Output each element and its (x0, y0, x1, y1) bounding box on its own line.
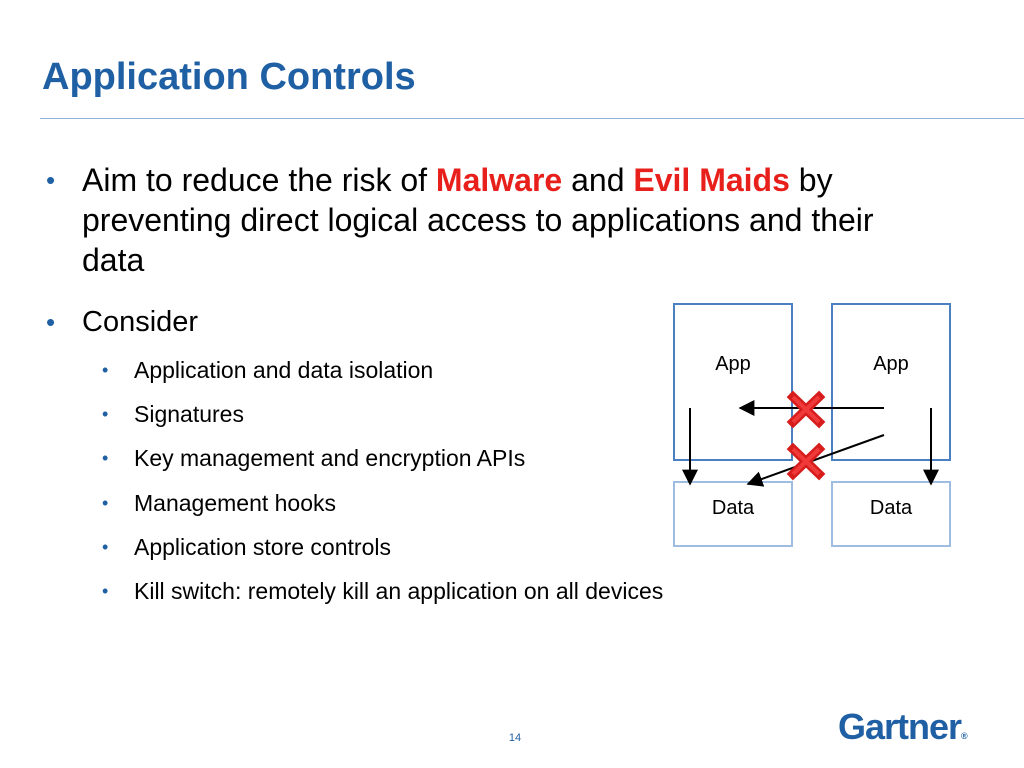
gartner-logo (838, 706, 968, 748)
sub-bullet-text: Application and data isolation (134, 357, 434, 383)
consider-label: Consider (82, 306, 199, 338)
bullet-dot: • (46, 307, 56, 337)
bullet-main-text-1: Aim to reduce the risk of (82, 162, 436, 198)
sub-bullet-text: Kill switch: remotely kill an application on all devices (134, 578, 664, 604)
bullet-dot: • (102, 448, 109, 468)
app-box-right (832, 304, 950, 460)
slide-title: Application Controls (42, 56, 416, 98)
bullet-dot: • (102, 360, 109, 380)
sub-bullet-text: Key management and encryption APIs (134, 445, 526, 471)
bullet-dot: • (46, 165, 56, 195)
registered-mark: ® (961, 731, 968, 741)
sub-bullet-text: Signatures (134, 401, 244, 427)
bullet-main-text-2: and (562, 162, 634, 198)
x-mark-icon (793, 449, 819, 474)
evil-maids-term: Evil Maids (633, 162, 790, 198)
sub-bullet-text: Application store controls (134, 534, 391, 560)
bullet-dot: • (102, 581, 109, 601)
bullet-dot: • (102, 493, 109, 513)
malware-term: Malware (435, 162, 563, 198)
page-number: 14 (508, 732, 522, 744)
data-label-left: Data (711, 497, 755, 519)
app-box-left (674, 304, 792, 460)
bullet-dot: • (102, 537, 109, 557)
bullet-dot: • (102, 404, 109, 424)
data-label-right: Data (869, 497, 913, 519)
sub-bullet-text: Management hooks (134, 490, 337, 516)
x-mark-icon (793, 397, 819, 422)
app-label-left: App (715, 353, 751, 375)
app-label-right: App (873, 353, 909, 375)
logo-text: Gartner (838, 706, 962, 747)
bullet-main-text-3: by preventing direct logical access to applications and their data (82, 162, 874, 278)
